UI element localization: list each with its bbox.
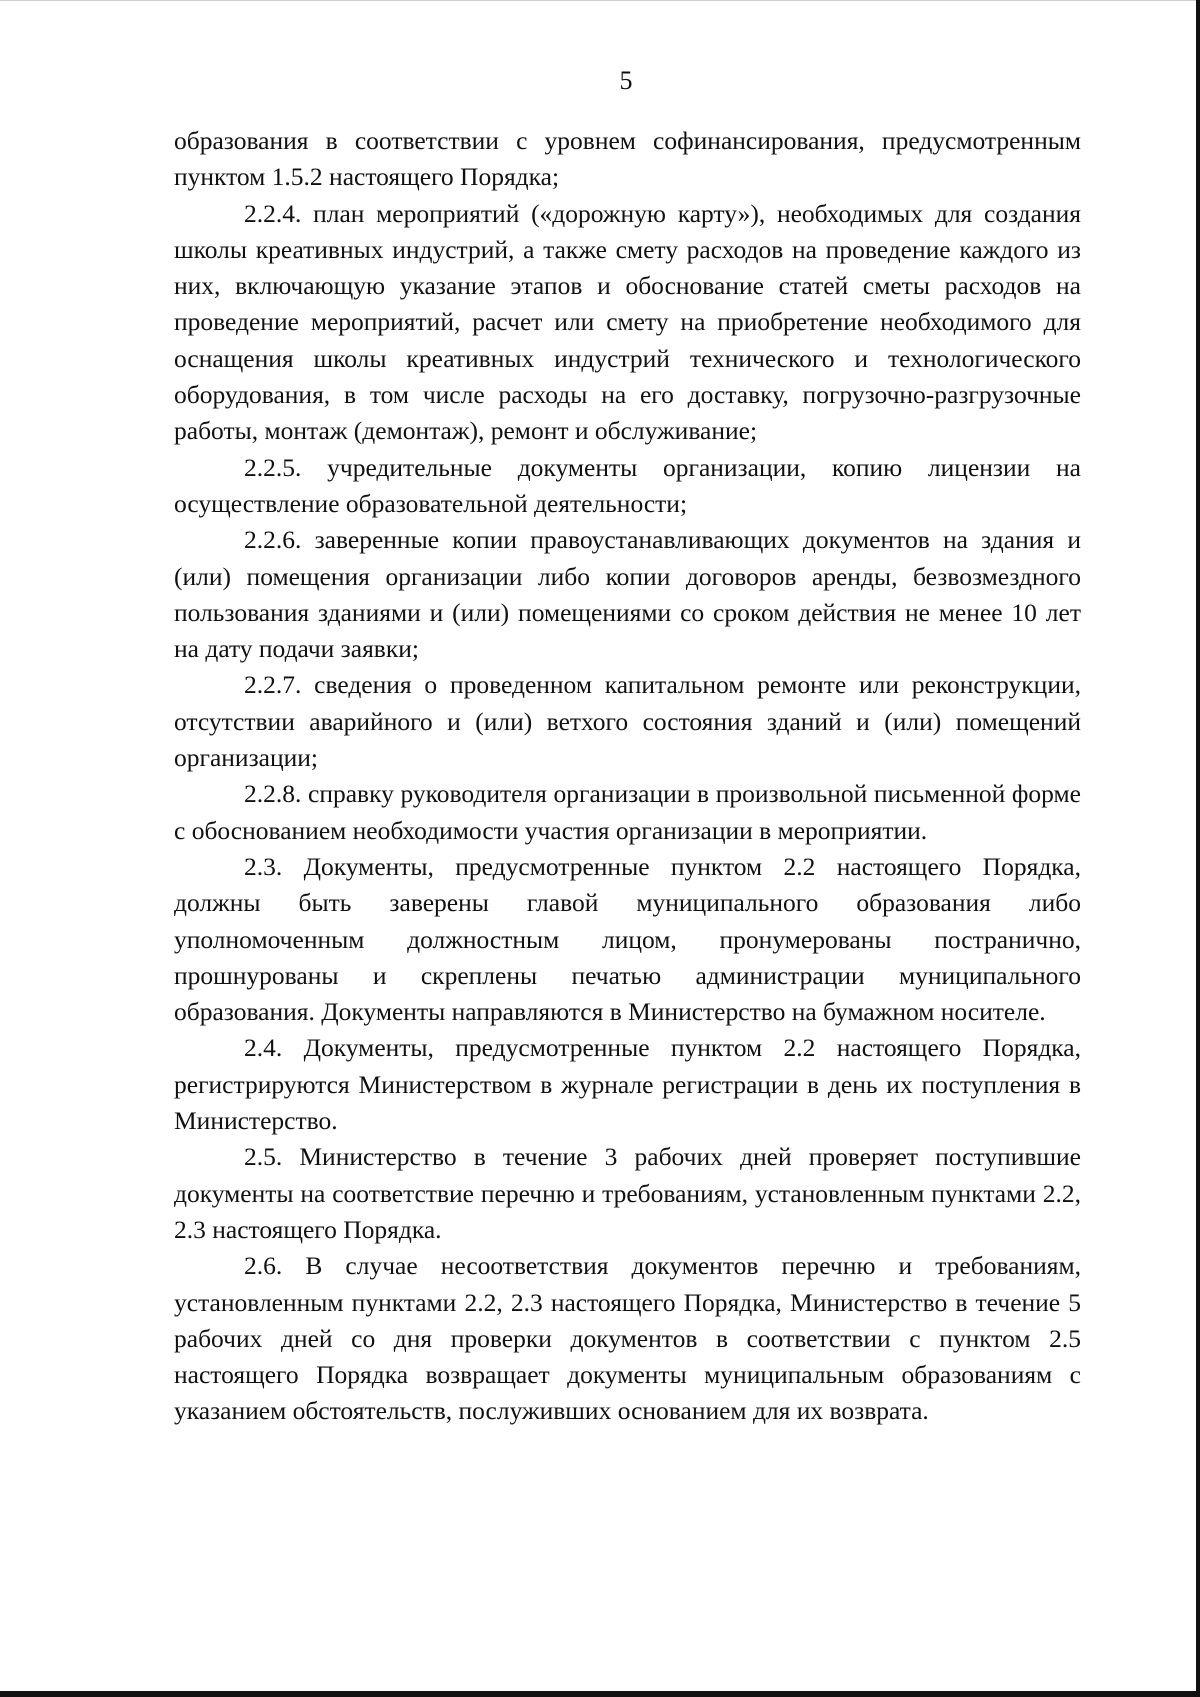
paragraph-2-3: 2.3. Документы, предусмотренные пунктом 2.2 настоящего Порядка, должны быть заверены главой муниципального образования либо уполномоченным должностным лицом, пронумерованы постранично, прошнурованы и скреплены печатью администрации муниципального образования. Документы направляются в Министерство на бумажном носителе. <box>174 851 1081 1027</box>
paragraph-2-2-6: 2.2.6. заверенные копии правоустанавливающих документов на здания и (или) помещения организации либо копии договоров аренды, безвозмездного пользования зданиями и (или) помещениями со сроком действия не менее 10 лет на дату подачи заявки; <box>174 525 1081 664</box>
paragraph-2-2-8: 2.2.8. справку руководителя организации в произвольной письменной форме с обоснованием необходимости участия организации в мероприятии. <box>174 779 1081 845</box>
paragraph-2-4: 2.4. Документы, предусмотренные пунктом 2.2 настоящего Порядка, регистрируются Министерством в журнале регистрации в день их поступления в Министерство. <box>174 1033 1081 1136</box>
scan-edge-right <box>1196 0 1200 1697</box>
paragraph-2-6: 2.6. В случае несоответствия документов перечню и требованиям, установленным пунктами 2.2, 2.3 настоящего Порядка, Министерство в течение 5 рабочих дней со дня проверки документов в соответствии с пунктом 2.5 настоящего Порядка возвращает документы муниципальным образованиям с указанием обстоятельств, послуживших основанием для их возврата. <box>174 1251 1081 1426</box>
paragraph-continuation: образования в соответствии с уровнем софинансирования, предусмотренным пунктом 1.5.2 настоящего Порядка; <box>174 126 1081 192</box>
paragraph-2-2-7: 2.2.7. сведения о проведенном капитальном ремонте или реконструкции, отсутствии аварийного и (или) ветхого состояния зданий и (или) помещений организации; <box>174 670 1081 773</box>
page-number: 5 <box>619 66 633 95</box>
document-body <box>174 123 1081 1430</box>
paragraph-2-2-5: 2.2.5. учредительные документы организации, копию лицензии на осуществление образовательной деятельности; <box>174 452 1081 518</box>
scan-edge-top <box>0 0 1200 1</box>
scan-edge-bottom <box>0 1691 1200 1697</box>
paragraph-2-5: 2.5. Министерство в течение 3 рабочих дней проверяет поступившие документы на соответствие перечню и требованиям, установленным пунктами 2.2, 2.3 настоящего Порядка. <box>174 1142 1081 1244</box>
paragraph-2-2-4: 2.2.4. план мероприятий («дорожную карту»), необходимых для создания школы креативных индустрий, а также смету расходов на проведение каждого из них, включающую указание этапов и обоснование статей сметы расходов на проведение мероприятий, расчет или смету на приобретение необходимого для оснащения школы креативных индустрий технического и технологического оборудования, в том числе расходы на его доставку, погрузочно-разгрузочные работы, монтаж (демонтаж), ремонт и обслуживание; <box>174 198 1081 446</box>
